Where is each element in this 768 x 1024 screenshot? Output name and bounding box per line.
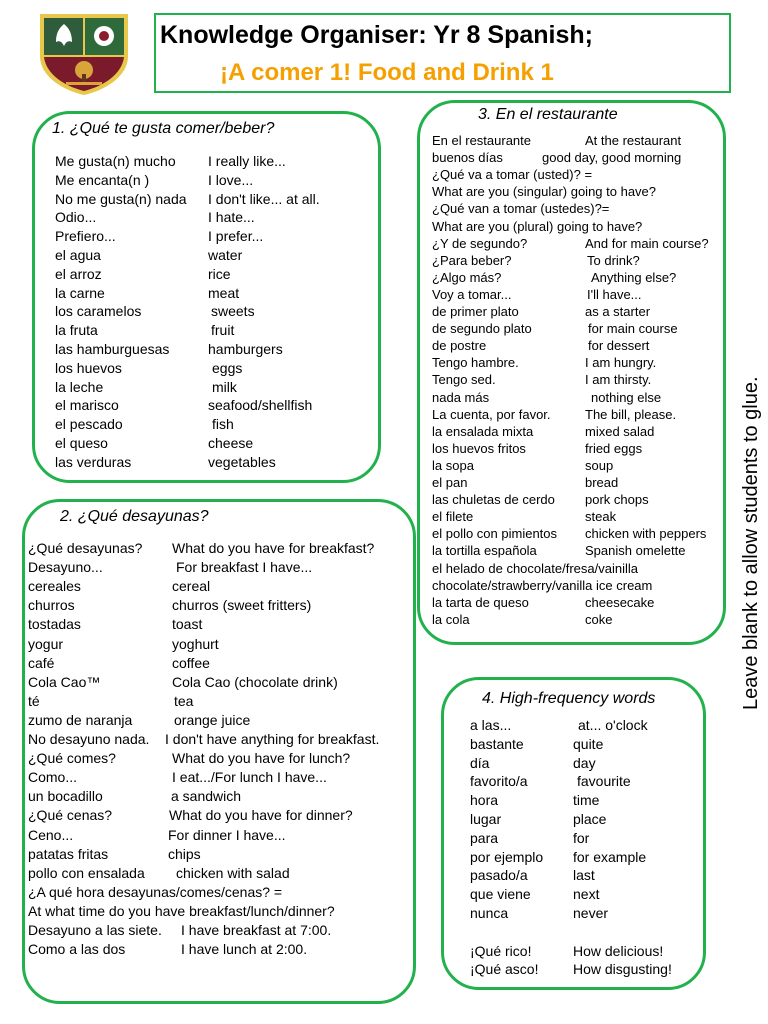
spanish-term: ¿Qué va a tomar (usted)? =: [432, 167, 593, 183]
english-translation: last: [573, 867, 595, 884]
spanish-term: ¿Algo más?: [432, 269, 502, 285]
english-translation: And for main course?: [585, 235, 709, 251]
section-title: 3. En el restaurante: [478, 106, 618, 123]
english-translation: tea: [174, 692, 194, 709]
english-translation: I am hungry.: [585, 355, 657, 371]
spanish-term: Ceno...: [28, 826, 74, 843]
english-translation: chips: [168, 845, 201, 862]
spanish-term: Desayuno a las siete.: [28, 922, 162, 938]
spanish-term: yogur: [28, 635, 64, 652]
english-translation: for: [573, 829, 590, 846]
english-translation: The bill, please.: [585, 406, 677, 422]
spanish-term: por ejemplo: [470, 848, 544, 865]
spanish-term: la fruta: [55, 322, 98, 339]
english-translation: cheese: [208, 435, 254, 451]
spanish-term: lugar: [470, 811, 502, 827]
spanish-term: el arroz: [55, 265, 102, 282]
english-translation: I have breakfast at 7:00.: [181, 922, 332, 938]
english-translation: Anything else?: [591, 269, 677, 285]
spanish-term: ¡Qué rico!: [470, 942, 532, 959]
spanish-term: Como a las dos: [28, 941, 126, 958]
spanish-term: ¿Para beber?: [432, 252, 512, 268]
english-translation: I have lunch at 2:00.: [181, 941, 308, 958]
english-translation: cheesecake: [585, 594, 655, 610]
spanish-term: pasado/a: [470, 867, 528, 884]
spanish-term: el agua: [55, 247, 101, 263]
english-translation: favourite: [577, 773, 631, 790]
spanish-term: las chuletas de cerdo: [432, 492, 555, 508]
spanish-term: patatas fritas: [28, 845, 109, 862]
spanish-term: Me gusta(n) mucho: [55, 153, 176, 169]
english-translation: meat: [208, 284, 240, 301]
english-translation: sweets: [211, 303, 255, 320]
english-translation: How delicious!: [573, 942, 664, 959]
english-translation: good day, good morning: [542, 150, 682, 166]
spanish-term: ¿Qué comes?: [28, 750, 116, 767]
english-translation: a sandwich: [171, 788, 242, 805]
spanish-term: No desayuno nada.: [28, 731, 150, 747]
spanish-term: día: [470, 754, 490, 771]
spanish-term: pollo con ensalada: [28, 864, 145, 881]
english-translation: chicken with peppers: [585, 526, 707, 542]
spanish-term: el queso: [55, 435, 108, 451]
page-subtitle: ¡A comer 1! Food and Drink 1: [220, 59, 554, 86]
spanish-term: ¿Y de segundo?: [432, 235, 528, 251]
spanish-term: zumo de naranja: [28, 711, 133, 728]
spanish-term: Cola Cao™: [28, 673, 101, 690]
spanish-term: cereales: [28, 578, 81, 595]
spanish-term: la leche: [55, 378, 104, 395]
spanish-term: At what time do you have breakfast/lunch/dinner?: [28, 902, 335, 919]
spanish-term: Tengo sed.: [432, 372, 496, 388]
spanish-term: La cuenta, por favor.: [432, 406, 551, 422]
english-translation: fish: [212, 416, 234, 433]
english-translation: milk: [212, 378, 237, 395]
side-note: Leave blank to allow students to glue.: [740, 376, 762, 710]
english-translation: I don't have anything for breakfast.: [165, 731, 380, 747]
english-translation: time: [573, 792, 600, 809]
spanish-term: tostadas: [28, 616, 81, 633]
spanish-term: Odio...: [55, 209, 97, 226]
english-translation: seafood/shellfish: [208, 397, 313, 414]
english-translation: next: [573, 886, 600, 903]
spanish-term: de primer plato: [432, 304, 519, 319]
english-translation: bread: [585, 475, 619, 490]
spanish-term: churros: [28, 597, 75, 614]
spanish-term: las verduras: [55, 453, 132, 470]
english-translation: What do you have for lunch?: [172, 750, 351, 767]
english-translation: fried eggs: [585, 440, 643, 456]
english-translation: cereal: [172, 578, 211, 595]
spanish-term: los caramelos: [55, 303, 142, 320]
english-translation: chicken with salad: [176, 864, 290, 881]
spanish-term: Desayuno...: [28, 559, 103, 576]
english-translation: for dessert: [588, 338, 650, 354]
spanish-term: de postre: [432, 338, 487, 354]
spanish-term: ¿A qué hora desayunas/comes/cenas? =: [28, 883, 283, 900]
spanish-term: What are you (plural) going to have?: [432, 218, 643, 234]
spanish-term: Voy a tomar...: [432, 286, 512, 302]
school-crest-icon: [36, 12, 132, 96]
section-title: 4. High-frequency words: [482, 690, 656, 707]
english-translation: I prefer...: [208, 228, 264, 245]
english-translation: rice: [208, 265, 231, 282]
spanish-term: a las...: [470, 717, 512, 733]
english-translation: What do you have for breakfast?: [172, 540, 375, 556]
english-translation: never: [573, 905, 609, 921]
english-translation: water: [208, 247, 243, 263]
english-translation: orange juice: [174, 711, 251, 728]
spanish-term: las hamburguesas: [55, 341, 170, 357]
spanish-term: de segundo plato: [432, 321, 532, 337]
english-translation: I'll have...: [587, 286, 642, 302]
spanish-term: los huevos: [55, 359, 122, 376]
spanish-term: Me encanta(n ): [55, 171, 150, 188]
section-title: 1. ¿Qué te gusta comer/beber?: [52, 120, 275, 137]
english-translation: churros (sweet fritters): [172, 597, 312, 614]
english-translation: coffee: [172, 654, 210, 671]
spanish-term: la ensalada mixta: [432, 423, 534, 439]
english-translation: pork chops: [585, 492, 649, 508]
spanish-term: chocolate/strawberry/vanilla ice cream: [432, 577, 653, 593]
spanish-term: café: [28, 654, 55, 671]
english-translation: eggs: [212, 359, 243, 376]
english-translation: steak: [585, 509, 617, 525]
spanish-term: ¡Qué asco!: [470, 961, 539, 978]
english-translation: For breakfast I have...: [176, 559, 313, 576]
english-translation: I love...: [208, 171, 254, 188]
spanish-term: nunca: [470, 905, 509, 921]
english-translation: I don't like... at all.: [208, 190, 320, 207]
spanish-term: que viene: [470, 886, 531, 903]
english-translation: place: [573, 811, 607, 827]
english-translation: soup: [585, 457, 614, 473]
spanish-term: Tengo hambre.: [432, 355, 519, 371]
english-translation: I am thirsty.: [585, 372, 652, 388]
spanish-term: Como...: [28, 769, 78, 786]
english-translation: I hate...: [208, 209, 255, 226]
english-translation: coke: [585, 611, 613, 627]
english-translation: as a starter: [585, 304, 651, 319]
page-title: Knowledge Organiser: Yr 8 Spanish;: [160, 21, 593, 49]
english-translation: yoghurt: [172, 635, 219, 652]
spanish-term: la cola: [432, 611, 470, 627]
spanish-term: favorito/a: [470, 773, 528, 790]
spanish-term: nada más: [432, 389, 490, 405]
spanish-term: ¿Qué cenas?: [28, 807, 113, 824]
spanish-term: un bocadillo: [28, 788, 103, 805]
spanish-term: la tarta de queso: [432, 594, 529, 610]
spanish-term: bastante: [470, 735, 524, 752]
spanish-term: Prefiero...: [55, 228, 116, 245]
spanish-term: los huevos fritos: [432, 440, 526, 456]
english-translation: at... o'clock: [578, 717, 648, 733]
english-translation: I really like...: [208, 153, 286, 169]
spanish-term: What are you (singular) going to have?: [432, 184, 657, 200]
spanish-term: la sopa: [432, 457, 474, 473]
english-translation: for main course: [588, 321, 678, 337]
spanish-term: En el restaurante: [432, 133, 532, 148]
spanish-term: el pan: [432, 475, 468, 490]
spanish-term: el pollo con pimientos: [432, 526, 558, 542]
english-translation: toast: [172, 616, 203, 633]
spanish-term: el marisco: [55, 397, 119, 414]
spanish-term: la carne: [55, 284, 105, 301]
english-translation: What do you have for dinner?: [169, 807, 353, 824]
spanish-term: para: [470, 829, 499, 846]
spanish-term: la tortilla española: [432, 543, 537, 559]
spanish-term: ¿Qué van a tomar (ustedes)?=: [432, 201, 610, 217]
spanish-term: No me gusta(n) nada: [55, 190, 187, 207]
english-translation: I eat.../For lunch I have...: [172, 769, 327, 786]
english-translation: quite: [573, 735, 604, 752]
english-translation: To drink?: [587, 252, 640, 268]
spanish-term: el pescado: [55, 416, 123, 433]
spanish-term: ¿Qué desayunas?: [28, 540, 143, 556]
spanish-term: el helado de chocolate/fresa/vainilla: [432, 560, 638, 576]
english-translation: mixed salad: [585, 423, 655, 439]
spanish-term: el filete: [432, 509, 474, 525]
section-title: 2. ¿Qué desayunas?: [60, 508, 209, 525]
english-translation: day: [573, 754, 596, 771]
spanish-term: hora: [470, 792, 499, 809]
spanish-term: té: [28, 692, 40, 709]
english-translation: hamburgers: [208, 341, 283, 357]
title-box: [154, 13, 731, 93]
english-translation: Spanish omelette: [585, 543, 686, 559]
english-translation: for example: [573, 848, 647, 865]
english-translation: At the restaurant: [585, 133, 682, 148]
english-translation: How disgusting!: [573, 961, 672, 978]
english-translation: Cola Cao (chocolate drink): [172, 673, 338, 690]
english-translation: vegetables: [208, 453, 276, 470]
spanish-term: buenos días: [432, 150, 503, 166]
english-translation: nothing else: [591, 389, 662, 405]
english-translation: fruit: [211, 322, 235, 339]
english-translation: For dinner I have...: [168, 826, 286, 843]
